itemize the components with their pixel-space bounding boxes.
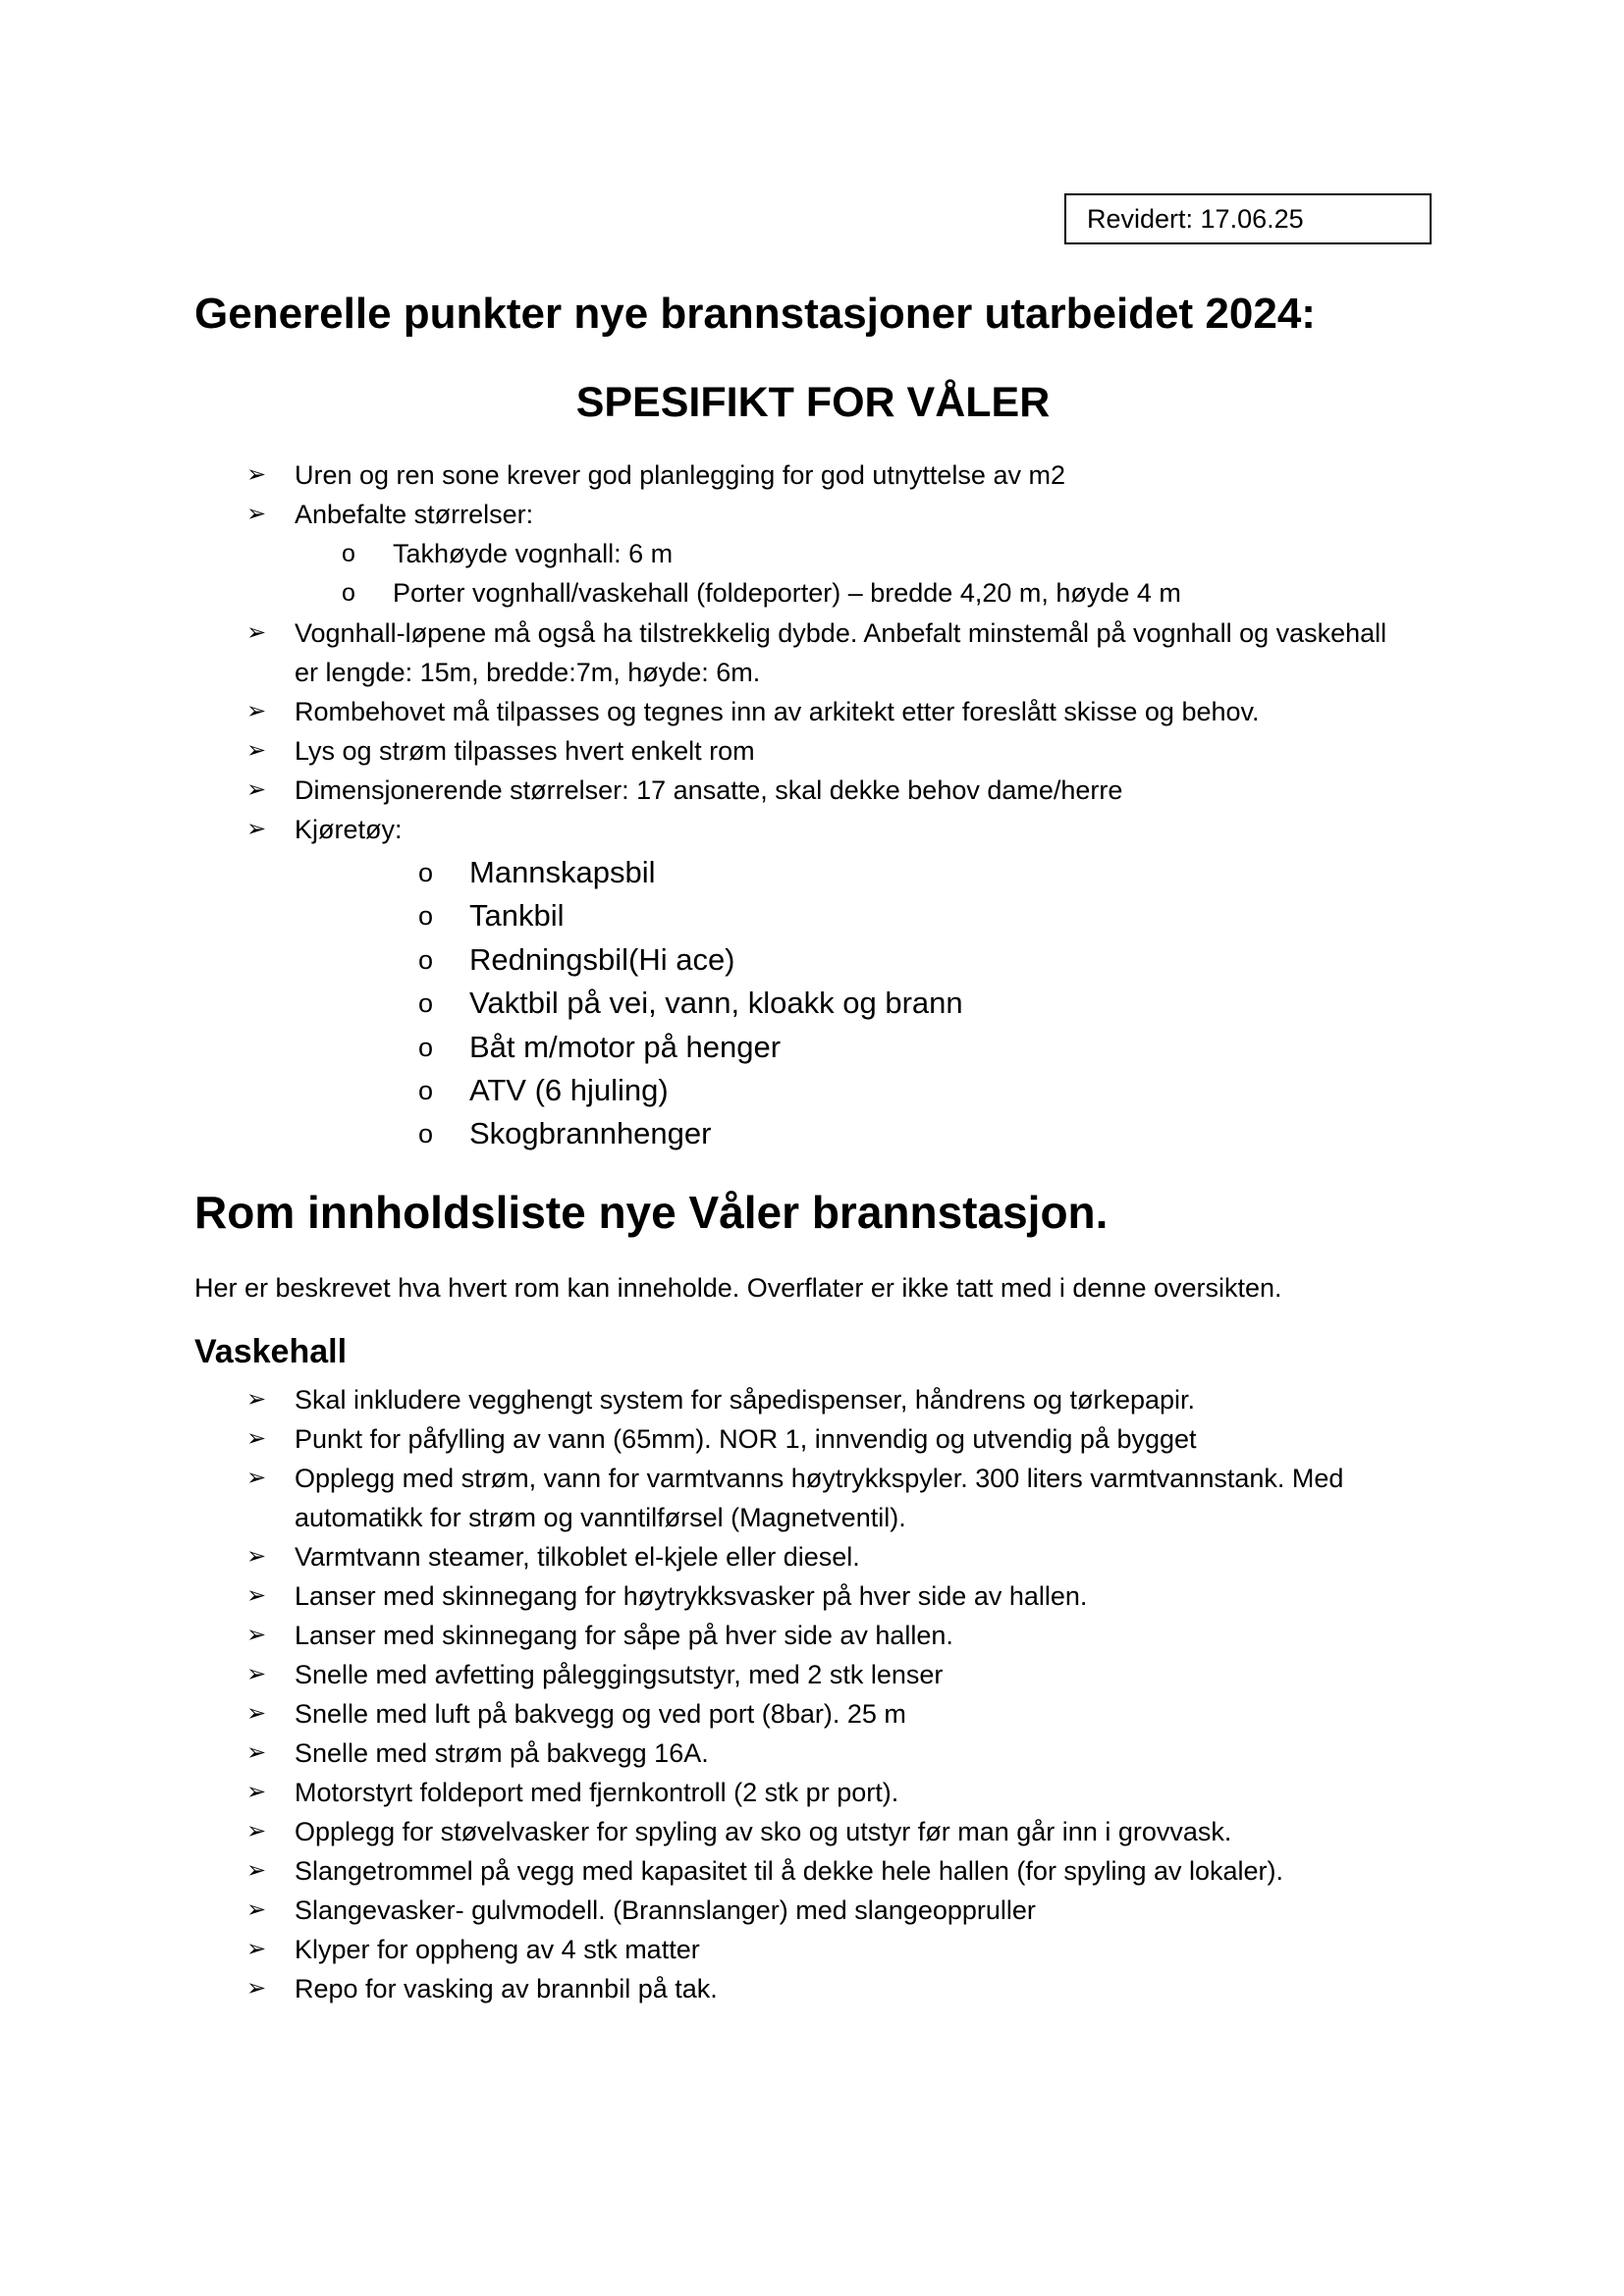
vehicle-item [418,982,963,1025]
arrow-bullet-icon: ➢ [246,1582,267,1609]
list-item [246,810,1386,849]
list-item-text: Snelle med avfetting påleggingsutstyr, med 2 stk lenser [295,1660,944,1689]
circle-bullet-icon: o [418,858,434,887]
sublist-item-text: Takhøyde vognhall: 6 m [393,539,674,568]
arrow-bullet-icon: ➢ [246,1818,267,1844]
arrow-bullet-icon: ➢ [246,1975,267,2002]
recommended-sizes-sublist [342,534,1181,613]
list-item [246,1459,1344,1537]
vehicles-sublist [418,851,963,1156]
list-item [246,1969,1343,2008]
vehicle-name: Mannskapsbil [469,855,656,889]
vehicle-name: Skogbrannhenger [469,1116,712,1151]
list-item-text: Lanser med skinnegang for høytrykksvasker på hver side av hallen. [295,1581,1088,1611]
general-points-list-continued [246,614,1387,849]
list-item [246,1773,1343,1812]
list-item [246,1812,1343,1851]
vehicle-name: Båt m/motor på henger [469,1029,782,1064]
list-item-text: Opplegg for støvelvasker for spyling av sko og utstyr før man går inn i grovvask. [295,1817,1232,1846]
arrow-bullet-icon: ➢ [246,776,267,803]
vehicle-item [418,1026,963,1069]
list-item-text: Uren og ren sone krever god planlegging for god utnyttelse av m2 [295,460,1065,490]
vehicle-name: ATV (6 hjuling) [469,1073,669,1108]
vaskehall-list [246,1380,1344,2008]
circle-bullet-icon: o [418,1032,434,1062]
arrow-bullet-icon: ➢ [246,1779,267,1805]
arrow-bullet-icon: ➢ [246,1896,267,1923]
arrow-bullet-icon: ➢ [246,1622,267,1648]
general-points-list [246,455,1065,534]
list-item [246,1655,1343,1694]
vehicle-name: Tankbil [469,898,565,934]
arrow-bullet-icon: ➢ [246,1425,267,1452]
arrow-bullet-icon: ➢ [246,1739,267,1766]
circle-bullet-icon: o [418,1119,434,1149]
circle-bullet-icon: o [418,1076,434,1106]
sublist-item-text: Porter vognhall/vaskehall (foldeporter) – bredde 4,20 m, høyde 4 m [393,578,1181,608]
list-item [246,1576,1343,1616]
vehicle-item [418,1069,963,1112]
arrow-bullet-icon: ➢ [246,698,267,724]
document-subtitle: SPESIFIKT FOR VÅLER [575,379,1051,426]
circle-bullet-icon: o [418,944,434,975]
arrow-bullet-icon: ➢ [246,461,267,488]
list-item-text: Anbefalte størrelser: [295,500,534,529]
list-item-text: Dimensjonerende størrelser: 17 ansatte, skal dekke behov dame/herre [295,775,1123,805]
arrow-bullet-icon: ➢ [246,501,267,527]
list-item-text-continued: automatikk for strøm og vanntilførsel (Magnetventil). [295,1503,906,1532]
list-item-text: Snelle med strøm på bakvegg 16A. [295,1738,709,1768]
list-item [246,455,1065,495]
list-item-text: Repo for vasking av brannbil på tak. [295,1974,718,2003]
list-item-text: Skal inkludere vegghengt system for såpedispenser, håndrens og tørkepapir. [295,1385,1196,1415]
arrow-bullet-icon: ➢ [246,1386,267,1413]
vehicle-name: Redningsbil(Hi ace) [469,941,735,977]
list-item-text-continued: er lengde: 15m, bredde:7m, høyde: 6m. [295,658,761,687]
vehicle-item [418,894,963,937]
list-item [246,1380,1343,1419]
vehicle-item [418,851,963,894]
vehicle-name: Vaktbil på vei, vann, kloakk og brann [469,986,963,1021]
list-item-text: Varmtvann steamer, tilkoblet el-kjele eller diesel. [295,1542,860,1572]
list-item-text: Slangevasker- gulvmodell. (Brannslanger) med slangeoppruller [295,1896,1036,1925]
section-intro: Her er beskrevet hva hvert rom kan inneholde. Overflater er ikke tatt med i denne oversikten. [194,1273,1282,1303]
list-item-text: Slangetrommel på vegg med kapasitet til å dekke hele hallen (for spyling av lokaler). [295,1856,1284,1886]
list-item [246,692,1386,731]
vehicle-item [418,938,963,982]
list-item-text: Snelle med luft på bakvegg og ved port (8bar). 25 m [295,1699,906,1729]
list-item-text: Klyper for oppheng av 4 stk matter [295,1935,700,1964]
list-item [246,1419,1343,1459]
list-item-text: Punkt for påfylling av vann (65mm). NOR 1, innvendig og utvendig på bygget [295,1424,1197,1454]
document-title: Generelle punkter nye brannstasjoner utarbeidet 2024: [194,290,1316,338]
circle-bullet-icon: o [342,540,355,567]
vehicle-item [418,1112,963,1155]
arrow-bullet-icon: ➢ [246,619,267,646]
list-item [246,614,1387,692]
list-item-text: Vognhall-løpene må også ha tilstrekkelig dybde. Anbefalt minstemål på vognhall og vaskehall [295,618,1387,648]
revision-date-box [1064,193,1432,244]
circle-bullet-icon: o [418,901,434,932]
list-item [246,1694,1343,1734]
arrow-bullet-icon: ➢ [246,1700,267,1727]
list-item [246,731,1386,771]
list-item [246,1891,1343,1930]
circle-bullet-icon: o [342,579,355,607]
list-item [246,1616,1343,1655]
list-item-text: Opplegg med strøm, vann for varmtvanns høytrykkspyler. 300 liters varmtvannstank. Med [295,1464,1344,1493]
list-item-text: Lanser med skinnegang for såpe på hver side av hallen. [295,1621,953,1650]
revision-date: Revidert: 17.06.25 [1087,204,1304,234]
list-item [246,1930,1343,1969]
arrow-bullet-icon: ➢ [246,1543,267,1570]
arrow-bullet-icon: ➢ [246,1465,267,1491]
list-item-text: Rombehovet må tilpasses og tegnes inn av arkitekt etter foreslått skisse og behov. [295,697,1260,726]
circle-bullet-icon: o [418,988,434,1019]
list-item [246,771,1386,810]
list-item-text: Kjøretøy: [295,815,403,844]
list-item [246,1537,1343,1576]
list-item-text: Lys og strøm tilpasses hvert enkelt rom [295,736,755,766]
list-item-text: Motorstyrt foldeport med fjernkontroll (2 stk pr port). [295,1778,899,1807]
section-title: Rom innholdsliste nye Våler brannstasjon. [194,1187,1109,1238]
sublist-item [342,534,1181,573]
sublist-item [342,573,1181,613]
arrow-bullet-icon: ➢ [246,816,267,842]
list-item [246,1734,1343,1773]
arrow-bullet-icon: ➢ [246,737,267,764]
list-item [246,495,1065,534]
vaskehall-heading: Vaskehall [194,1333,348,1370]
arrow-bullet-icon: ➢ [246,1661,267,1687]
arrow-bullet-icon: ➢ [246,1857,267,1884]
arrow-bullet-icon: ➢ [246,1936,267,1962]
list-item [246,1851,1343,1891]
